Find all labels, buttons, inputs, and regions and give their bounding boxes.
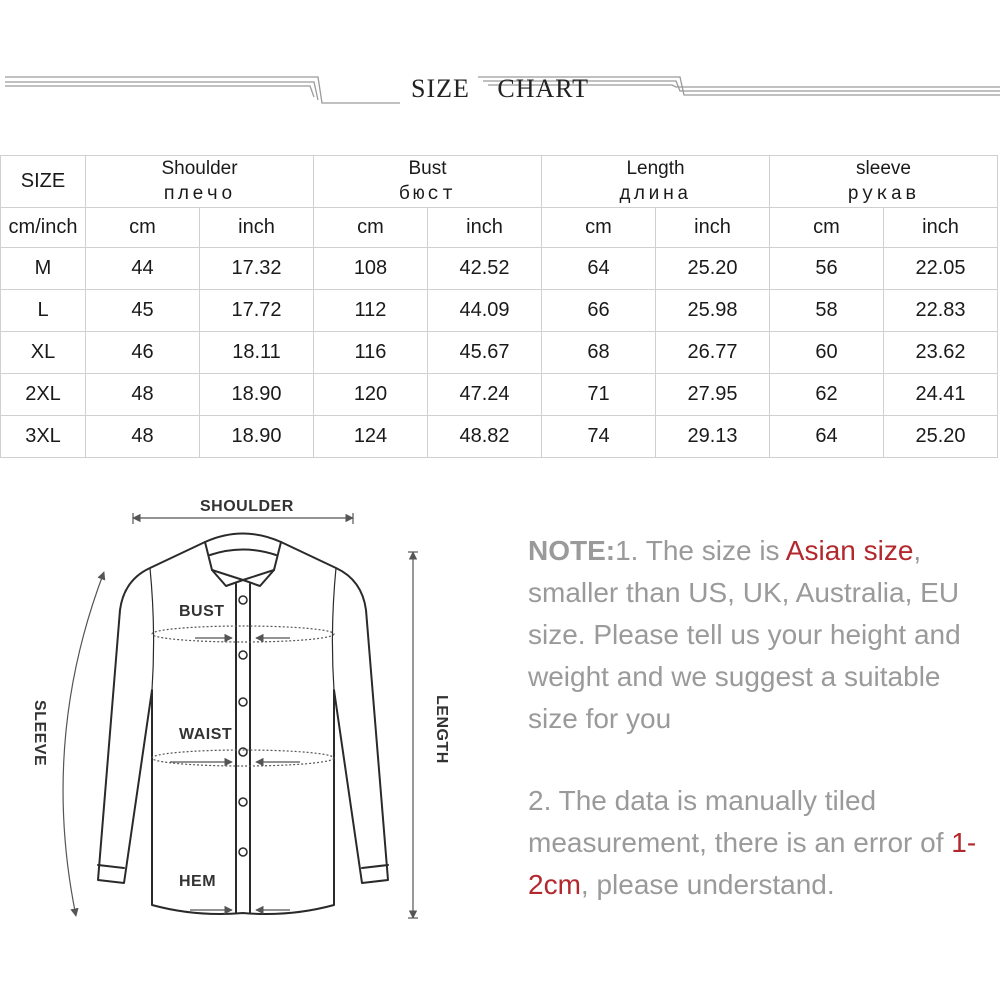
size-table bbox=[0, 155, 998, 458]
value-cell: 60 bbox=[770, 332, 884, 374]
measure-header-length: Length bbox=[542, 156, 770, 182]
length-label: LENGTH bbox=[433, 695, 450, 764]
size-cell: 3XL bbox=[1, 416, 86, 458]
value-cell: 71 bbox=[542, 374, 656, 416]
value-cell: 22.83 bbox=[884, 290, 998, 332]
unit-cell: cm bbox=[314, 208, 428, 248]
note-2 bbox=[528, 780, 988, 906]
value-cell: 44 bbox=[86, 248, 200, 290]
value-cell: 66 bbox=[542, 290, 656, 332]
value-cell: 29.13 bbox=[656, 416, 770, 458]
value-cell: 25.98 bbox=[656, 290, 770, 332]
value-cell: 18.90 bbox=[200, 374, 314, 416]
value-cell: 108 bbox=[314, 248, 428, 290]
shirt-icon bbox=[0, 480, 500, 980]
value-cell: 64 bbox=[770, 416, 884, 458]
value-cell: 56 bbox=[770, 248, 884, 290]
title-word-size: SIZE bbox=[411, 74, 470, 103]
table-row bbox=[1, 416, 998, 458]
value-cell: 48 bbox=[86, 374, 200, 416]
value-cell: 26.77 bbox=[656, 332, 770, 374]
note-2-text-b: , please understand. bbox=[580, 869, 835, 900]
value-cell: 25.20 bbox=[884, 416, 998, 458]
table-row bbox=[1, 290, 998, 332]
unit-cell: inch bbox=[200, 208, 314, 248]
note-1-highlight: Asian size bbox=[785, 535, 914, 566]
measure-header-sleeve-ru: рукав bbox=[770, 181, 998, 208]
value-cell: 64 bbox=[542, 248, 656, 290]
value-cell: 74 bbox=[542, 416, 656, 458]
unit-cell: cm bbox=[770, 208, 884, 248]
notes bbox=[528, 530, 988, 906]
value-cell: 17.72 bbox=[200, 290, 314, 332]
measure-header-bust-ru: бюст bbox=[314, 181, 542, 208]
unit-cell: cm bbox=[542, 208, 656, 248]
note-2-highlight: 1-2cm bbox=[528, 827, 977, 900]
value-cell: 46 bbox=[86, 332, 200, 374]
value-cell: 120 bbox=[314, 374, 428, 416]
unit-cell: cm bbox=[86, 208, 200, 248]
unit-row bbox=[1, 208, 998, 248]
measure-header-sleeve: sleeve bbox=[770, 156, 998, 182]
shoulder-label: SHOULDER bbox=[200, 498, 294, 515]
note-1 bbox=[528, 530, 988, 740]
unit-cell: inch bbox=[428, 208, 542, 248]
note-2-text-a: 2. The data is manually tiled measurement, there is an error of bbox=[528, 785, 952, 858]
value-cell: 18.90 bbox=[200, 416, 314, 458]
title-word-chart: CHART bbox=[497, 74, 589, 103]
value-cell: 17.32 bbox=[200, 248, 314, 290]
value-cell: 45.67 bbox=[428, 332, 542, 374]
value-cell: 124 bbox=[314, 416, 428, 458]
bust-label: BUST bbox=[179, 603, 225, 620]
hem-label: HEM bbox=[179, 873, 217, 890]
table-row bbox=[1, 374, 998, 416]
value-cell: 22.05 bbox=[884, 248, 998, 290]
header-row-ru bbox=[1, 181, 998, 208]
unit-label: cm/inch bbox=[1, 208, 86, 248]
size-cell: M bbox=[1, 248, 86, 290]
measure-header-length-ru: длина bbox=[542, 181, 770, 208]
size-cell: L bbox=[1, 290, 86, 332]
table-row bbox=[1, 332, 998, 374]
table-row bbox=[1, 248, 998, 290]
sleeve-label: SLEEVE bbox=[31, 700, 48, 767]
size-cell: XL bbox=[1, 332, 86, 374]
value-cell: 48.82 bbox=[428, 416, 542, 458]
value-cell: 42.52 bbox=[428, 248, 542, 290]
header-row-en bbox=[1, 156, 998, 182]
measure-header-shoulder: Shoulder bbox=[86, 156, 314, 182]
value-cell: 58 bbox=[770, 290, 884, 332]
size-column-header: SIZE bbox=[1, 156, 86, 208]
value-cell: 23.62 bbox=[884, 332, 998, 374]
value-cell: 68 bbox=[542, 332, 656, 374]
value-cell: 18.11 bbox=[200, 332, 314, 374]
measure-header-shoulder-ru: плечо bbox=[86, 181, 314, 208]
size-cell: 2XL bbox=[1, 374, 86, 416]
value-cell: 25.20 bbox=[656, 248, 770, 290]
note-key: NOTE: bbox=[528, 535, 616, 566]
note-1-text-b: , smaller than US, UK, Australia, EU size. Please tell us your height and weight and we suggest a suitable size for you bbox=[528, 535, 961, 734]
value-cell: 62 bbox=[770, 374, 884, 416]
value-cell: 24.41 bbox=[884, 374, 998, 416]
note-1-text-a: 1. The size is bbox=[615, 535, 786, 566]
waist-label: WAIST bbox=[179, 726, 233, 743]
page-title bbox=[0, 74, 1000, 104]
value-cell: 116 bbox=[314, 332, 428, 374]
value-cell: 48 bbox=[86, 416, 200, 458]
unit-cell: inch bbox=[884, 208, 998, 248]
value-cell: 47.24 bbox=[428, 374, 542, 416]
value-cell: 112 bbox=[314, 290, 428, 332]
value-cell: 45 bbox=[86, 290, 200, 332]
measure-header-bust: Bust bbox=[314, 156, 542, 182]
unit-cell: inch bbox=[656, 208, 770, 248]
value-cell: 27.95 bbox=[656, 374, 770, 416]
shirt-measurement-diagram bbox=[0, 480, 500, 980]
value-cell: 44.09 bbox=[428, 290, 542, 332]
